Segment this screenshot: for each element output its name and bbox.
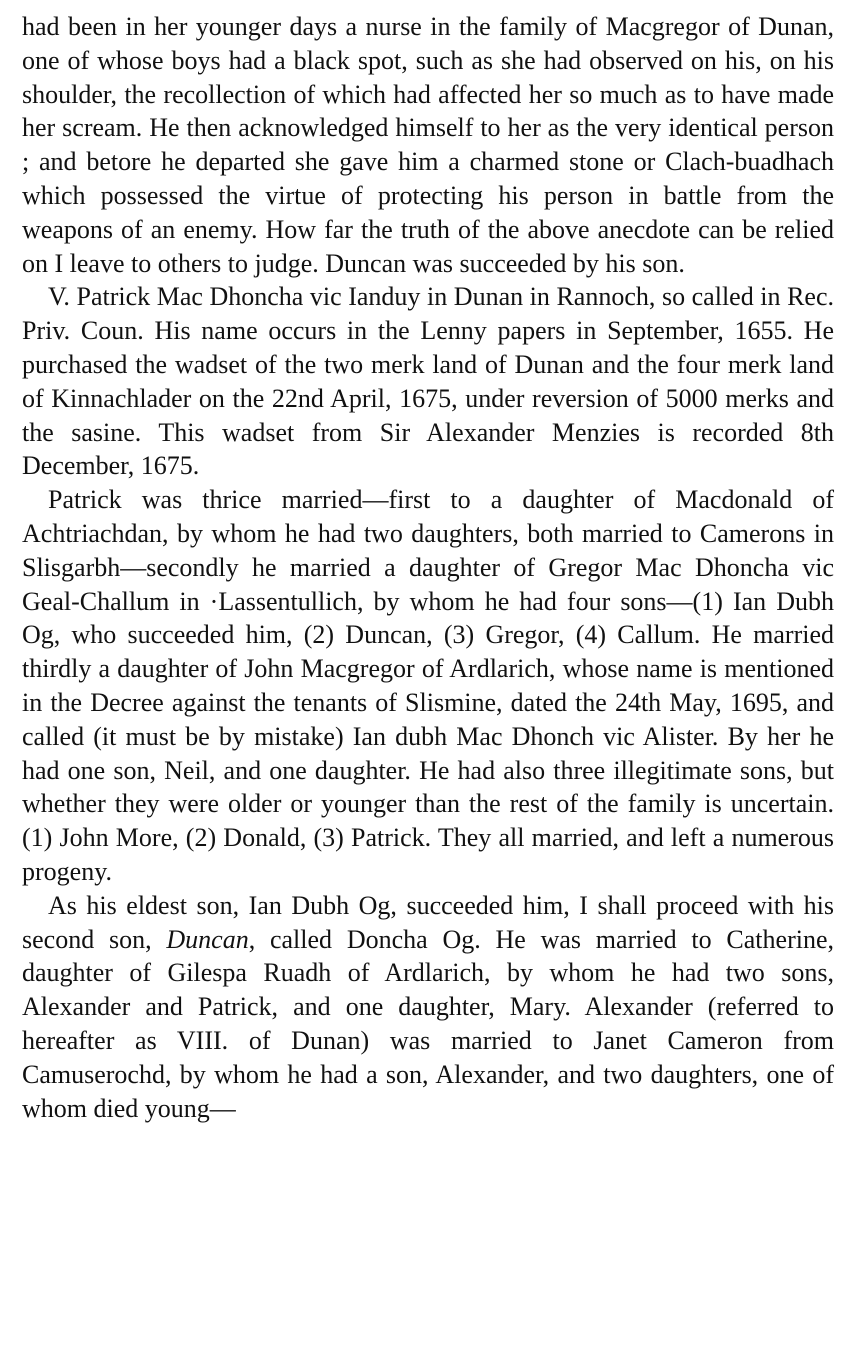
paragraph-3: Patrick was thrice married—first to a daughter of Macdonald of Achtriachdan, by whom he had two daughters, both married to Camerons in Slisgarbh—secondly he married a daughter of Gregor Mac Dhoncha vic Geal-Challum in ·Lassentullich, by whom he had four sons—(1) Ian Dubh Og, who succeeded him, (2) Duncan, (3) Gregor, (4) Callum. He married thirdly a daughter of John Macgregor of Ardlarich, whose name is mentioned in the Decree against the tenants of Slismine, dated the 24th May, 1695, and called (it must be by mistake) Ian dubh Mac Dhonch vic Alister. By her he had one son, Neil, and one daughter. He had also three illegitimate sons, but whether they were older or younger than the rest of the family is uncertain. (1) John More, (2) Donald, (3) Patrick. They all married, and left a numerous progeny. — [22, 485, 834, 886]
paragraph-2: V. Patrick Mac Dhoncha vic Ianduy in Dunan in Rannoch, so called in Rec. Priv. Coun. His name occurs in the Lenny papers in September, 1655. He purchased the wadset of the two merk land of Dunan and the four merk land of Kinnachlader on the 22nd April, 1675, under reversion of 5000 merks and the sasine. This wadset from Sir Alexander Menzies is recorded 8th December, 1675. — [22, 282, 834, 481]
paragraph-4 — [22, 889, 834, 1126]
page-text — [22, 10, 834, 1125]
paragraph-4-end: , called Doncha Og. He was married to Catherine, daughter of Gilespa Ruadh of Ardlarich, by whom he had two sons, Alexander and Patrick, and one daughter, Mary. Alexander (referred to hereafter as VIII. of Dunan) was married to Janet Cameron from Camuserochd, by whom he had a son, Alexander, and two daughters, one of whom died young— — [22, 924, 834, 1123]
paragraph-4-start: As his eldest son, Ian Dubh Og, succeeded him, I shall proceed with his second son, — [22, 890, 834, 954]
paragraph-4-italic-name: Duncan — [166, 924, 249, 954]
paragraph-1: had been in her younger days a nurse in the family of Macgregor of Dunan, one of whose boys had a black spot, such as she had observed on his, on his shoulder, the recollection of which had affected her so much as to have made her scream. He then acknowledged himself to her as the very identical person ; and betore he departed she gave him a charmed stone or Clach-buadhach which possessed the virtue of protecting his person in battle from the weapons of an enemy. How far the truth of the above anecdote can be relied on I leave to others to judge. Duncan was succeeded by his son. — [22, 12, 834, 278]
